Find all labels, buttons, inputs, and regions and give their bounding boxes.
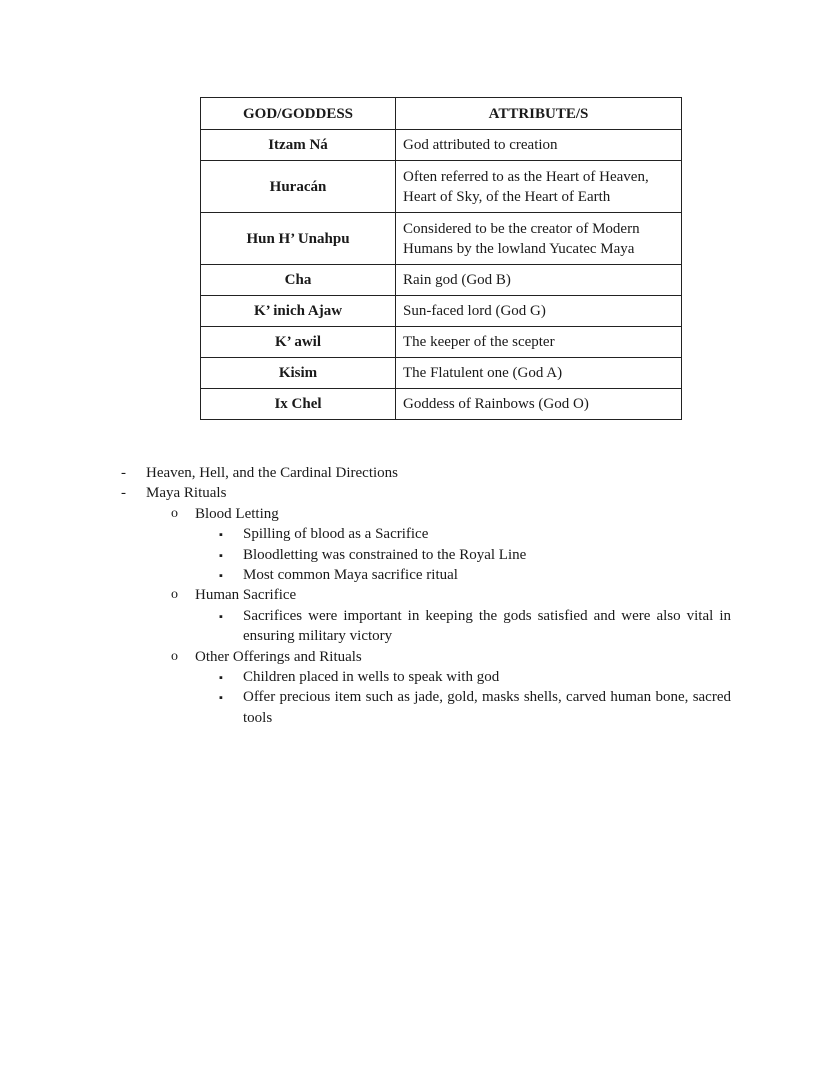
list-item xyxy=(0,667,828,687)
list-item-other-offerings xyxy=(0,647,828,667)
list-item-label: Other Offerings and Rituals xyxy=(195,648,362,665)
dash-bullet: - xyxy=(121,465,126,481)
table-row xyxy=(201,358,682,389)
god-attribute: Often referred to as the Heart of Heaven, Heart of Sky, of the Heart of Earth xyxy=(396,161,682,213)
list-item-text: Offer precious item such as jade, gold, masks shells, carved human bone, sacred tools xyxy=(243,689,731,726)
god-attribute: The Flatulent one (God A) xyxy=(396,358,682,389)
table-row xyxy=(201,389,682,420)
square-bullet: ▪ xyxy=(219,549,223,562)
table-row xyxy=(201,296,682,327)
circle-bullet: o xyxy=(171,505,178,521)
list-item xyxy=(0,524,828,544)
list-item xyxy=(0,606,828,647)
list-item xyxy=(0,545,828,565)
table-row xyxy=(201,213,682,265)
circle-bullet: o xyxy=(171,587,178,603)
god-attribute: Rain god (God B) xyxy=(396,265,682,296)
list-item-text: Sacrifices were important in keeping the gods satisfied and were also vital in ensuring military victory xyxy=(243,607,731,645)
god-name: Hun H’ Unahpu xyxy=(201,213,396,265)
square-bullet: ▪ xyxy=(219,610,223,623)
list-item-text: Spilling of blood as a Sacrifice xyxy=(243,526,429,543)
header-god: GOD/GODDESS xyxy=(201,98,396,130)
list-item-text: Bloodletting was constrained to the Royal Line xyxy=(243,546,527,563)
square-bullet: ▪ xyxy=(219,692,223,705)
table-row xyxy=(201,130,682,161)
god-name: Itzam Ná xyxy=(201,130,396,161)
god-name: Ix Chel xyxy=(201,389,396,420)
notes-outline xyxy=(0,463,828,728)
list-item xyxy=(0,565,828,585)
circle-bullet: o xyxy=(171,648,178,664)
list-item-human-sacrifice xyxy=(0,585,828,605)
list-item-blood-letting xyxy=(0,504,828,524)
list-item-label: Maya Rituals xyxy=(146,485,227,502)
list-item xyxy=(0,687,828,728)
god-attribute: Considered to be the creator of Modern Humans by the lowland Yucatec Maya xyxy=(396,213,682,265)
table-row xyxy=(201,265,682,296)
list-item-heaven-hell xyxy=(0,463,828,483)
god-attribute: The keeper of the scepter xyxy=(396,327,682,358)
table-row xyxy=(201,327,682,358)
list-item-text: Children placed in wells to speak with god xyxy=(243,669,500,686)
square-bullet: ▪ xyxy=(219,570,223,583)
square-bullet: ▪ xyxy=(219,529,223,542)
list-item-label: Heaven, Hell, and the Cardinal Directions xyxy=(146,465,398,481)
dash-bullet: - xyxy=(121,485,126,502)
god-name: Huracán xyxy=(201,161,396,213)
list-item-label: Human Sacrifice xyxy=(195,587,297,604)
god-name: K’ inich Ajaw xyxy=(201,296,396,327)
god-name: K’ awil xyxy=(201,327,396,358)
god-attribute: Sun-faced lord (God G) xyxy=(396,296,682,327)
god-name: Kisim xyxy=(201,358,396,389)
god-attribute: Goddess of Rainbows (God O) xyxy=(396,389,682,420)
table-header-row xyxy=(201,98,682,130)
square-bullet: ▪ xyxy=(219,672,223,685)
list-item-text: Most common Maya sacrifice ritual xyxy=(243,567,458,584)
gods-table xyxy=(200,97,682,420)
list-item-maya-rituals xyxy=(0,483,828,503)
god-name: Cha xyxy=(201,265,396,296)
list-item-label: Blood Letting xyxy=(195,505,279,522)
table-row xyxy=(201,161,682,213)
header-attribute: ATTRIBUTE/S xyxy=(396,98,682,130)
god-attribute: God attributed to creation xyxy=(396,130,682,161)
